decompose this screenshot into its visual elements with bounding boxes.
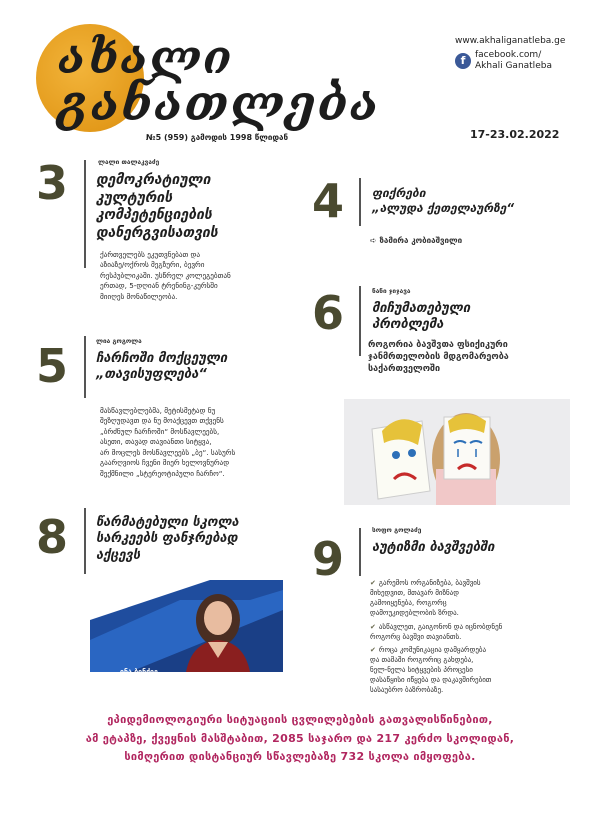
divider (359, 178, 361, 226)
check-icon: ✔ (370, 579, 376, 587)
article-number: 9 (312, 532, 345, 586)
article-number: 3 (36, 156, 69, 210)
footer-line: სიმღერით დისტანციურ სწავლებაზე 732 სკოლა იმყოფება. (124, 750, 476, 764)
article-subtitle: როგორია ბავშვთა ფსიქიკური ჯანმრთელობის მდგომარეობა საქართველოში (368, 340, 509, 375)
article-author: ➪ ზამირა კობიაშვილი (370, 236, 463, 245)
divider (359, 528, 361, 576)
article-number: 6 (312, 286, 345, 340)
article-number: 5 (36, 339, 69, 393)
article-title[interactable]: აუტიზმი ბავშვებში (372, 540, 495, 555)
check-icon: ✔ (370, 622, 376, 631)
bullet-list (370, 578, 502, 696)
article-body: მასწავლებლებმა, მეტისმეტად ნუ შეზღუდავთ და ნუ მოაქცევთ თქვენს „ბრძნულ ჩარჩოში“ მოსწავლეებს, ასეთი, თავად თავიანთი სიტყვა, არ მოცლეს მოსწავლეებს „ბე“. სასურს გაარღვიოს ჩვენი მიერ ხელოვნურად შექმნილი „სტერეოტიპული ჩარჩო“. (100, 406, 236, 478)
issue-date: 17-23.02.2022 (470, 128, 560, 141)
article-author: ლალი თალაკვაძე (98, 158, 160, 166)
facebook-link[interactable] (455, 50, 552, 72)
article-title[interactable]: მიჩუმათებული პრობლემა (372, 301, 471, 333)
list-item: ✔ ასწავლეთ, გაიგონონ და იცნობდნენ როგორც ბავშვი თავიანთს. (370, 622, 503, 641)
arrow-right-icon: ➪ (370, 236, 377, 245)
article-author: ნანი ჯიჯავა (372, 287, 411, 295)
photo-caption: ინა ბინქიე (120, 668, 158, 676)
issue-info: №5 (959) გამოდის 1998 წლიდან (146, 133, 288, 142)
website-link[interactable]: www.akhaliganatleba.ge (455, 36, 566, 46)
check-icon: ✔ (370, 645, 376, 654)
facebook-line1: facebook.com/ (475, 50, 542, 60)
list-item: ✔ გარემოს ორგანიზება, ბავშვის მიხედვით, მთავარ მიზნად გამოიყენება, როგორც დამოუკიდებლობის ზრდა. (370, 579, 481, 618)
article-title[interactable]: ფიქრები „ალუდა ქეთელაურზე“ (372, 186, 515, 215)
facebook-line2: Akhali Ganatleba (475, 60, 552, 71)
facebook-text (475, 50, 552, 72)
article-author: სოფო გოლაძე (372, 526, 422, 534)
divider (84, 160, 86, 268)
article-author: ლია გოგოლა (96, 337, 142, 345)
divider (84, 508, 86, 574)
list-item: ✔ როცა კომუნიკაცია დამყარდება და თამაში როგორიც გახდება, ნელ-ნელა სიტყვების პროცესი დასაწყისი იწყება და დაკავშირებით სასაუბრო ბაზრობაზე. (370, 645, 492, 695)
footer-line: ამ ეტაპზე, ქვეყნის მასშტაბით, 2085 საჯარო და 217 კერძო სკოლიდან, (85, 731, 515, 745)
footer-notice (40, 711, 560, 767)
divider (84, 336, 86, 398)
divider (359, 286, 361, 356)
masthead-line2: განათლება (58, 76, 381, 132)
article-title[interactable]: დემოკრატიული კულტურის კომპეტენციების დანერგვისათვის (96, 172, 218, 241)
article-number: 4 (312, 174, 345, 228)
article-number: 8 (36, 510, 69, 564)
facebook-icon: f (455, 53, 471, 69)
teacher-photo (90, 580, 283, 672)
masthead-line1: ახალი (58, 30, 234, 84)
child-masks-photo (344, 399, 570, 505)
footer-line: ეპიდემიოლოგიური სიტუაციის ცვლილებების გათვალისწინებით, (107, 713, 493, 726)
article-body: ქართველებს ეკუთვნებათ და აზიაზე/ოქროს მეგზური, ბევრი რესპუბლიკაში. უსწრელ კოლეგებთან ერთად, 5-დღიან ტრენინგ-კურსში მიიღეს მონაწილეობა. (100, 250, 231, 301)
article-title[interactable]: წარმატებული სკოლა სარკეებს ფანჯრებად აქცევს (96, 515, 239, 563)
article-title[interactable]: ჩარჩოში მოქცეული „თავისუფლება“ (96, 351, 228, 383)
